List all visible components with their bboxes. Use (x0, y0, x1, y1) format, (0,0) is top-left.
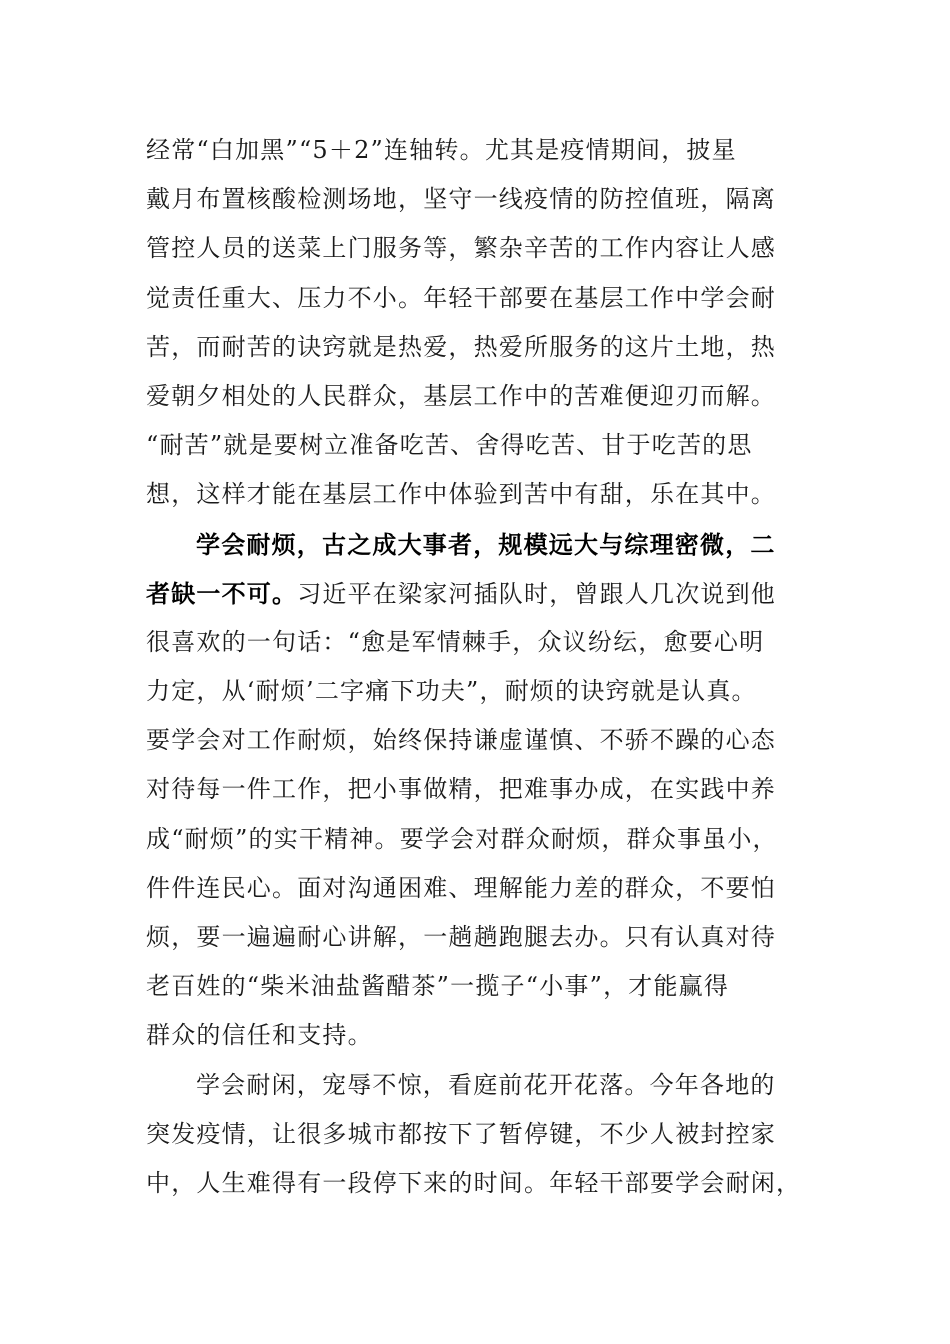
text-line: 管控人员的送菜上门服务等，繁杂辛苦的工作内容让人感 (146, 234, 776, 263)
text-line: 要学会对工作耐烦，始终保持谦虚谨慎、不骄不躁的心态 (146, 726, 776, 755)
text-line: 突发疫情，让很多城市都按下了暂停键，不少人被封控家 (146, 1119, 776, 1148)
text-line: 想，这样才能在基层工作中体验到苦中有甜，乐在其中。 (146, 480, 776, 509)
text-line: 群众的信任和支持。 (146, 1021, 373, 1050)
text-line: 力定，从‘耐烦’二字痛下功夫”，耐烦的诀窍就是认真。 (146, 677, 757, 706)
text-line: 中，人生难得有一段停下来的时间。年轻干部要学会耐闲， (146, 1168, 802, 1197)
text-line: 件件连民心。面对沟通困难、理解能力差的群众，不要怕 (146, 873, 776, 902)
document-body (146, 126, 802, 1208)
text-line: 苦，而耐苦的诀窍就是热爱，热爱所服务的这片土地，热 (146, 332, 776, 361)
text-line (146, 569, 796, 618)
text-line: 学会耐闲，宠辱不惊，看庭前花开花落。今年各地的 (196, 1070, 776, 1099)
text-line: 很喜欢的一句话：“愈是军情棘手，众议纷纭，愈要心明 (146, 627, 765, 656)
text-line: 老百姓的“柴米油盐酱醋茶”一揽子“小事”，才能赢得 (146, 972, 730, 1001)
text-line: 成“耐烦”的实干精神。要学会对群众耐烦，群众事虽小， (146, 824, 778, 853)
text-line: 经常“白加黑”“5＋2”连轴转。尤其是疫情期间，披星 (146, 136, 737, 164)
text-span: 习近平在梁家河插队时，曾跟人几次说到他 (297, 579, 777, 608)
text-line: 戴月布置核酸检测场地，坚守一线疫情的防控值班，隔离 (146, 185, 776, 214)
text-line: 爱朝夕相处的人民群众，基层工作中的苦难便迎刃而解。 (146, 381, 776, 410)
paragraph-heading-line: 学会耐烦，古之成大事者，规模远大与综理密微，二 (196, 529, 776, 559)
text-line: 烦，要一遍遍耐心讲解，一趟趟跑腿去办。只有认真对待 (146, 923, 776, 951)
paragraph-heading-end: 者缺一不可。 (146, 578, 298, 608)
text-line: 觉责任重大、压力不小。年轻干部要在基层工作中学会耐 (146, 283, 776, 312)
text-line: 对待每一件工作，把小事做精，把难事办成，在实践中养 (146, 775, 776, 804)
text-line: “耐苦”就是要树立准备吃苦、舍得吃苦、甘于吃苦的思 (146, 431, 753, 460)
